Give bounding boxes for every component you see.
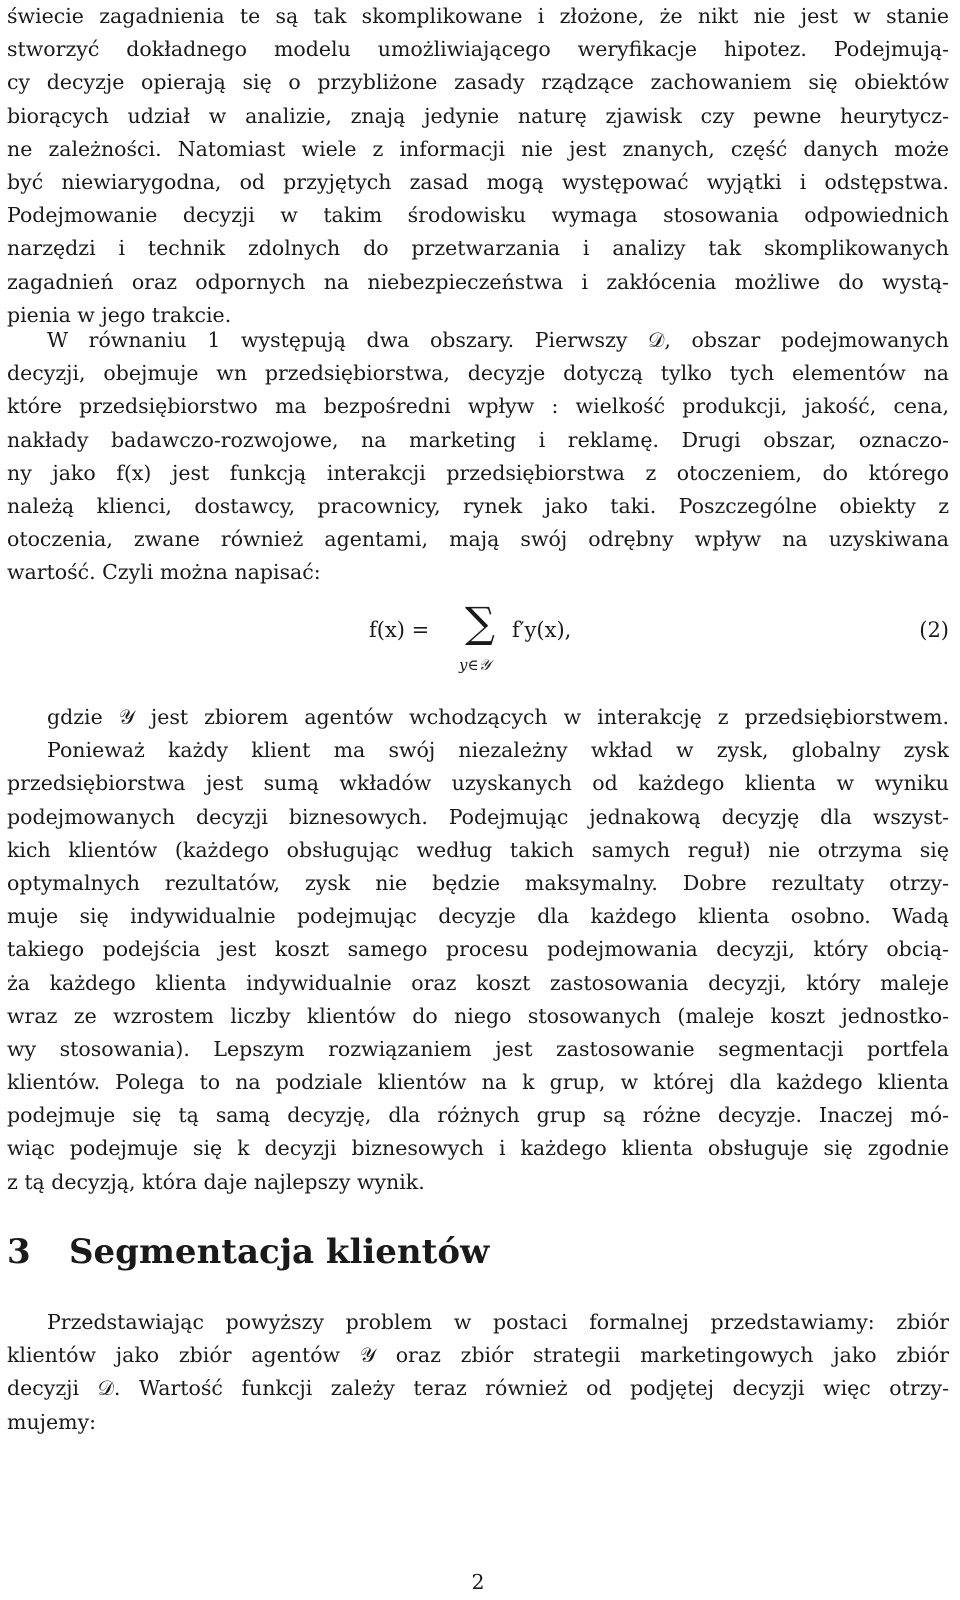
text-line: podejmowanych decyzji biznesowych. Podejmując jednakową decyzję dla wszyst- <box>7 804 949 829</box>
text-line: przedsiębiorstwa jest sumą wkładów uzyskanych od każdego klienta w wyniku <box>7 771 949 796</box>
equation-2 <box>7 598 949 684</box>
text-line: ża każdego klienta indywidualnie oraz koszt zastosowania decyzji, który maleje <box>7 970 949 995</box>
text-line: świecie zagadnienia te są tak skomplikowane i złożone, że nikt nie jest w stanie <box>7 4 949 28</box>
paragraph-1 <box>7 0 949 332</box>
summation-symbol: ∑ <box>465 598 495 647</box>
text-line: wartość. Czyli można napisać: <box>7 560 321 585</box>
text-line: decyzji 𝒟. Wartość funkcji zależy teraz również od podjętej decyzji więc otrzy- <box>7 1376 949 1401</box>
text-line: mujemy: <box>7 1409 97 1434</box>
text-line: biorących udział w analizie, znają jedynie naturę zjawisk czy pewne heurytycz- <box>7 103 949 128</box>
text-line: wiąc podejmuje się k decyzji biznesowych i każdego klienta obsługuje się zgodnie <box>7 1136 949 1161</box>
summation-subscript: y∈𝒴 <box>459 656 491 674</box>
text-line: nakłady badawczo-rozwojowe, na marketing i reklamę. Drugi obszar, oznaczo- <box>7 427 949 452</box>
text-line: W równaniu 1 występują dwa obszary. Pierwszy 𝒟, obszar podejmowanych <box>47 328 949 352</box>
text-line: Przedstawiając powyższy problem w postaci formalnej przedstawiamy: zbiór <box>47 1310 949 1334</box>
text-line: ne zależności. Natomiast wiele z informacji nie jest znanych, część danych może <box>7 136 949 161</box>
text-line: muje się indywidualnie podejmując decyzje dla każdego klienta osobno. Wadą <box>7 904 949 929</box>
document-page <box>7 0 949 1600</box>
text-line: narzędzi i technik zdolnych do przetwarzania i analizy tak skomplikowanych <box>7 236 949 261</box>
paragraph-4 <box>7 1306 949 1439</box>
paragraph-3 <box>7 701 949 1199</box>
equation-number: (2) <box>919 618 949 642</box>
equation-lhs: f(x) = <box>369 618 430 642</box>
text-line: zagadnień oraz odpornych na niebezpieczeństwa i zakłócenia możliwe do wystą- <box>7 269 949 294</box>
text-line: Ponieważ każdy klient ma swój niezależny wkład w zysk, globalny zysk <box>47 738 949 763</box>
text-line: gdzie 𝒴 jest zbiorem agentów wchodzących w interakcję z przedsiębiorstwem. <box>47 705 949 729</box>
text-line: Podejmowanie decyzji w takim środowisku wymaga stosowania odpowiednich <box>7 203 949 228</box>
text-line: należą klienci, dostawcy, pracownicy, rynek jako taki. Poszczególne obiekty z <box>7 493 949 518</box>
text-line: stworzyć dokładnego modelu umożliwiającego weryfikacje hipotez. Podejmują- <box>7 37 949 62</box>
text-line: takiego podejścia jest koszt samego procesu podejmowania decyzji, który obcią- <box>7 937 949 962</box>
text-line: które przedsiębiorstwo ma bezpośredni wpływ : wielkość produkcji, jakość, cena, <box>7 394 949 419</box>
text-line: decyzji, obejmuje wn przedsiębiorstwa, decyzje dotyczą tylko tych elementów na <box>7 361 949 386</box>
text-line: pienia w jego trakcie. <box>7 302 232 327</box>
text-line: kich klientów (każdego obsługując według takich samych reguł) nie otrzyma się <box>7 837 949 862</box>
text-line: wraz ze wzrostem liczby klientów do niego stosowanych (maleje koszt jednostko- <box>7 1003 949 1028</box>
text-line: klientów jako zbiór agentów 𝒴 oraz zbiór strategii marketingowych jako zbiór <box>7 1343 949 1368</box>
text-line: cy decyzje opierają się o przybliżone zasady rządzące zachowaniem się obiektów <box>7 70 949 95</box>
text-line: wy stosowania). Lepszym rozwiązaniem jest zastosowanie segmentacji portfela <box>7 1036 949 1061</box>
section-title: Segmentacja klientów <box>69 1232 490 1272</box>
section-number: 3 <box>7 1232 31 1272</box>
text-line: z tą decyzją, która daje najlepszy wynik. <box>7 1169 425 1194</box>
section-heading <box>7 1232 489 1272</box>
text-line: podejmuje się tą samą decyzję, dla różnych grup są różne decyzje. Inaczej mó- <box>7 1103 949 1128</box>
text-line: optymalnych rezultatów, zysk nie będzie maksymalny. Dobre rezultaty otrzy- <box>7 870 949 895</box>
text-line: otoczenia, zwane również agentami, mają swój odrębny wpływ na uzyskiwana <box>7 527 949 552</box>
text-line: klientów. Polega to na podziale klientów na k grup, w której dla każdego klienta <box>7 1070 949 1095</box>
equation-rhs: f′y(x), <box>512 618 572 642</box>
text-line: być niewiarygodna, od przyjętych zasad mogą występować wyjątki i odstępstwa. <box>7 169 949 194</box>
paragraph-2 <box>7 324 949 590</box>
page-number: 2 <box>471 1570 485 1594</box>
text-line: ny jako f(x) jest funkcją interakcji przedsiębiorstwa z otoczeniem, do którego <box>7 460 949 485</box>
